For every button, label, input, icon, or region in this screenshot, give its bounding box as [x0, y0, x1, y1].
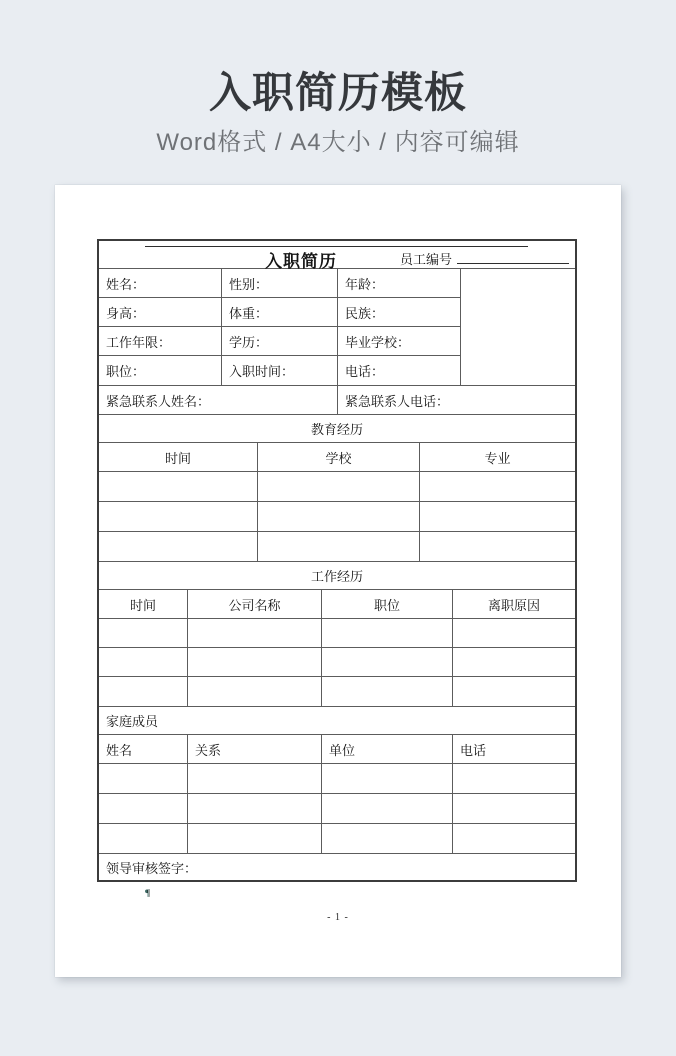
table-row: [99, 327, 460, 356]
emergency-name-label: 紧急联系人姓名：: [99, 386, 338, 414]
family-header-workunit: 单位: [322, 735, 453, 763]
edu-header-time: 时间: [99, 443, 258, 471]
empty-cell: [99, 824, 188, 853]
table-row: [99, 824, 575, 854]
table-row: [99, 794, 575, 824]
form-title-row: [99, 241, 575, 269]
empty-cell: [258, 472, 420, 501]
empty-cell: [453, 764, 575, 793]
work-header-position: 职位: [322, 590, 453, 618]
phone-field-label: 电话：: [345, 364, 385, 379]
basic-info-section: [99, 269, 575, 386]
employee-id-underline: [457, 263, 569, 264]
work-years-field-label: 工作年限：: [99, 327, 222, 355]
banner-subtitle: Word格式 / A4大小 / 内容可编辑: [156, 129, 520, 156]
weight-field-label: 体重：: [222, 298, 338, 326]
signature-label: 领导审核签字：: [106, 860, 198, 876]
empty-cell: [322, 677, 453, 706]
emergency-contact-row: [99, 386, 575, 415]
empty-cell: [258, 502, 420, 531]
empty-cell: [453, 824, 575, 853]
table-row: [99, 532, 575, 562]
height-field-label: 身高：: [99, 298, 222, 326]
education-header-row: [99, 443, 575, 472]
empty-cell: [453, 677, 575, 706]
table-row: [99, 677, 575, 707]
position-field-label: 职位：: [99, 356, 222, 385]
basic-info-grid: [99, 269, 461, 385]
paragraph-mark-icon: ¶: [145, 888, 150, 898]
form-title: 入职简历: [265, 252, 337, 271]
family-header-name: 姓名: [99, 735, 188, 763]
edu-header-school: 学校: [258, 443, 420, 471]
emergency-phone-label: 紧急联系人电话：: [345, 393, 450, 409]
table-row: [99, 472, 575, 502]
empty-cell: [188, 619, 322, 647]
table-row: [99, 648, 575, 677]
empty-cell: [99, 648, 188, 676]
education-level-field-label: 学历：: [222, 327, 338, 355]
employee-id-label: 员工编号: [400, 252, 453, 267]
page-number: - 1 -: [327, 912, 349, 923]
table-row: [99, 502, 575, 532]
empty-cell: [99, 532, 258, 561]
work-header-company: 公司名称: [188, 590, 322, 618]
table-row: [99, 269, 460, 298]
empty-cell: [188, 648, 322, 676]
empty-cell: [453, 619, 575, 647]
family-header-relation: 关系: [188, 735, 322, 763]
resume-table: [97, 239, 577, 882]
table-row: [99, 619, 575, 648]
empty-cell: [99, 764, 188, 793]
family-section-title: 家庭成员: [106, 714, 159, 729]
empty-cell: [420, 502, 575, 531]
empty-cell: [322, 824, 453, 853]
photo-cell: [461, 269, 575, 385]
empty-cell: [322, 648, 453, 676]
ethnicity-field-label: 民族：: [345, 305, 385, 321]
empty-cell: [453, 648, 575, 676]
empty-cell: [99, 794, 188, 823]
empty-cell: [188, 794, 322, 823]
empty-cell: [420, 472, 575, 501]
gender-field-label: 性别：: [222, 269, 338, 297]
family-header-phone: 电话: [460, 742, 487, 758]
empty-cell: [99, 677, 188, 706]
empty-cell: [258, 532, 420, 561]
hire-date-field-label: 入职时间：: [222, 356, 338, 385]
empty-cell: [322, 764, 453, 793]
edu-header-major: 专业: [484, 450, 511, 466]
work-header-leave-reason: 离职原因: [487, 597, 540, 613]
work-header-time: 时间: [99, 590, 188, 618]
work-section-row: [99, 562, 575, 590]
empty-cell: [420, 532, 575, 561]
education-section-row: [99, 415, 575, 443]
table-row: [99, 298, 460, 327]
empty-cell: [99, 502, 258, 531]
empty-cell: [188, 764, 322, 793]
empty-cell: [322, 794, 453, 823]
family-header-row: [99, 735, 575, 764]
family-section-row: [99, 707, 575, 735]
empty-cell: [188, 677, 322, 706]
empty-cell: [188, 824, 322, 853]
table-row: [99, 764, 575, 794]
graduate-school-field-label: 毕业学校：: [345, 334, 411, 350]
empty-cell: [99, 619, 188, 647]
age-field-label: 年龄：: [345, 276, 385, 292]
empty-cell: [322, 619, 453, 647]
education-section-title: 教育经历: [310, 422, 363, 437]
signature-row: [99, 854, 575, 880]
empty-cell: [453, 794, 575, 823]
work-header-row: [99, 590, 575, 619]
work-section-title: 工作经历: [310, 569, 363, 584]
empty-cell: [99, 472, 258, 501]
name-field-label: 姓名：: [99, 269, 222, 297]
banner-title: 入职简历模板: [208, 69, 467, 116]
document-page: [55, 185, 621, 977]
table-row: [99, 356, 460, 385]
